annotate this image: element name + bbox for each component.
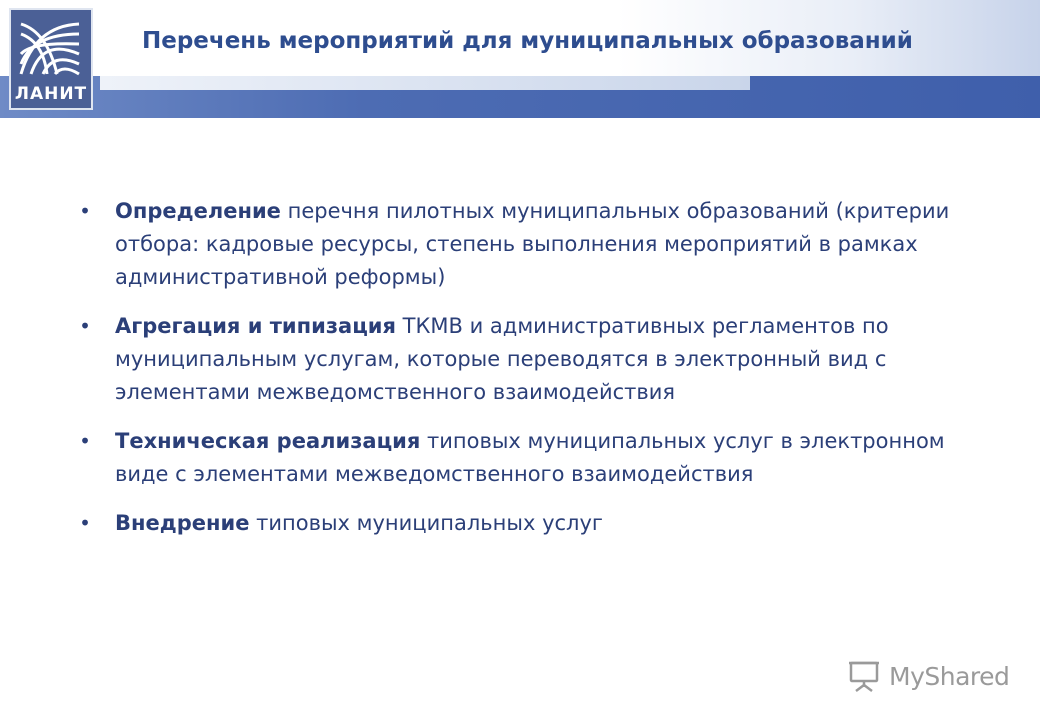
title-underline: [100, 76, 750, 90]
bullet-icon: •: [79, 511, 91, 535]
bullet-icon: •: [79, 199, 91, 223]
bullet-list: [78, 195, 958, 556]
list-item: [78, 425, 958, 491]
logo-text: ЛАНИТ: [14, 84, 88, 104]
page-title: Перечень мероприятий для муниципальных образований: [142, 28, 913, 54]
bullet-icon: •: [79, 314, 91, 338]
list-item: [78, 195, 958, 294]
bullet-text: ТКМВ и административных регламентов по муниципальным услугам, которые переводятся в электронный вид с элементами межведомственного взаимодействия: [115, 314, 889, 404]
presentation-board-icon: [847, 659, 881, 693]
bullet-text: перечня пилотных муниципальных образований (критерии отбора: кадровые ресурсы, степень выполнения мероприятий в рамках административной реформы): [115, 199, 950, 289]
bullet-icon: •: [79, 429, 91, 453]
list-item: [78, 507, 958, 540]
list-item: [78, 310, 958, 409]
bullet-text: типовых муниципальных услуг: [249, 511, 603, 535]
lanit-logo: [9, 8, 93, 110]
bullet-keyword: Внедрение: [115, 511, 250, 535]
bullet-text: типовых муниципальных услуг в электронном виде с элементами межведомственного взаимодействия: [115, 429, 945, 486]
myshared-watermark: [847, 656, 1009, 696]
bullet-keyword: Агрегация и типизация: [115, 314, 396, 338]
lanit-arches-icon: [17, 16, 85, 78]
header-banner: [0, 0, 1040, 118]
bullet-keyword: Техническая реализация: [115, 429, 421, 453]
watermark-text: MyShared: [889, 661, 1010, 691]
bullet-keyword: Определение: [115, 199, 281, 223]
